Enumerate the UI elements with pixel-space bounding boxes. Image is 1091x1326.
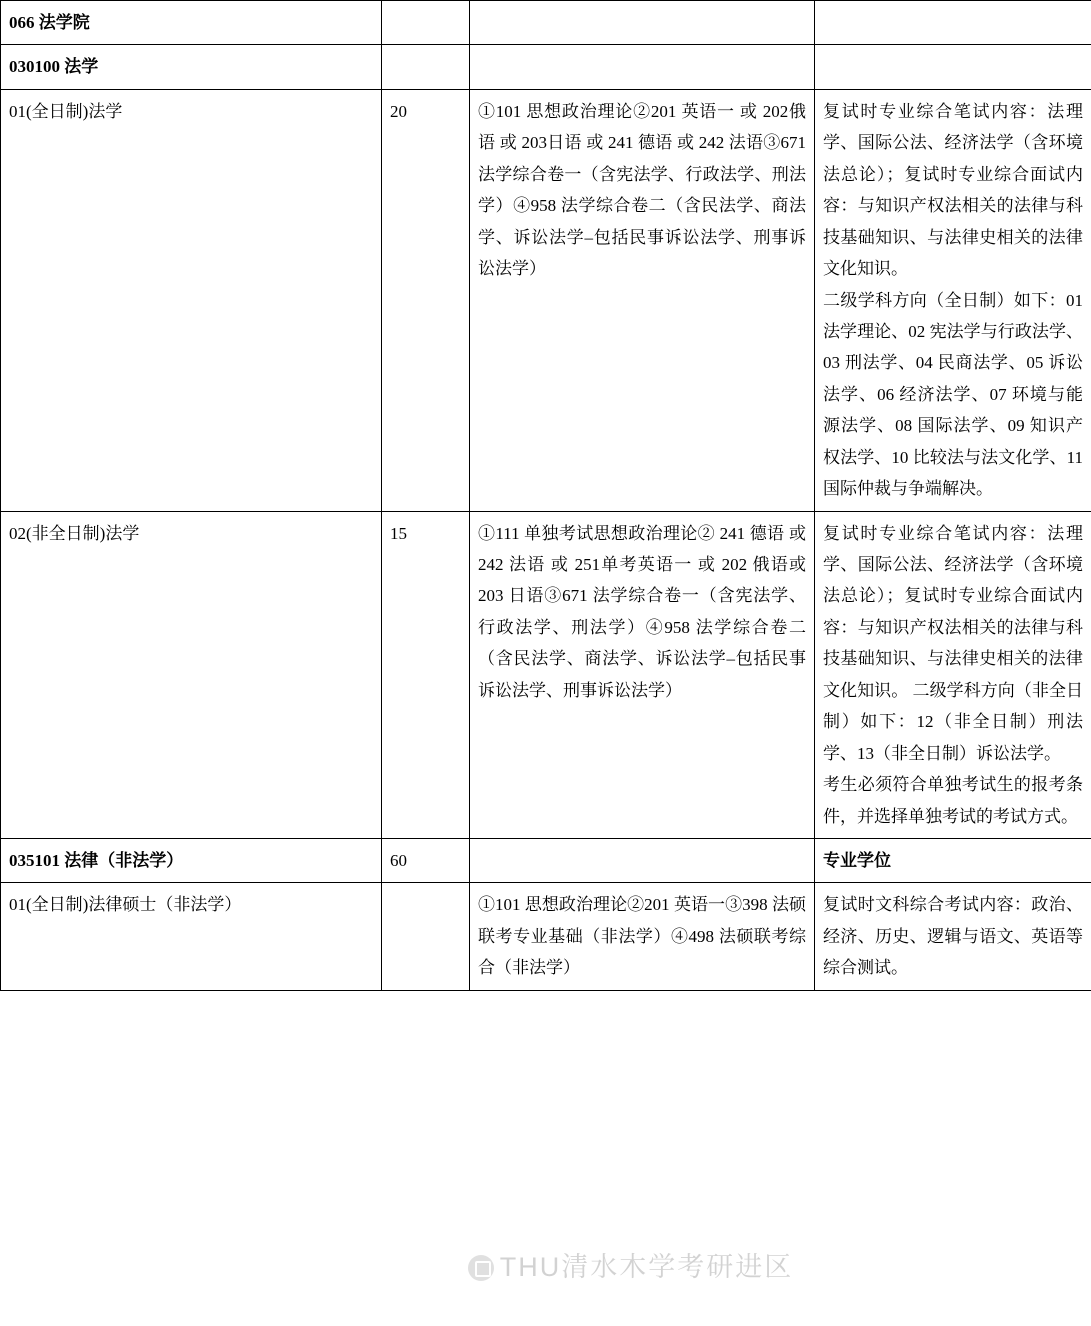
enrollment-count [382, 1, 470, 45]
exam-subjects: ①111 单独考试思想政治理论② 241 德语 或 242 法语 或 251单考英语一 或 202 俄语或 203 日语③671 法学综合卷一（含宪法学、行政法学、刑法学）④958 法学综合卷二（含民法学、商法学、诉讼法学–包括民事诉讼法学、刑事诉讼法学） [470, 511, 815, 838]
table-row [1, 89, 1091, 511]
direction-name: 02(非全日制)法学 [1, 511, 382, 838]
exam-subjects [470, 45, 815, 89]
remarks: 复试时专业综合笔试内容：法理学、国际公法、经济法学（含环境法总论）；复试时专业综合面试内容：与知识产权法相关的法律与科技基础知识、与法律史相关的法律文化知识。 二级学科方向（非全日制）如下：12（非全日制）刑法学、13（非全日制）诉讼法学。 考生必须符合单独考试生的报考条件，并选择单独考试的考试方式。 [815, 511, 1091, 838]
enrollment-count: 60 [382, 838, 470, 882]
remarks: 复试时专业综合笔试内容：法理学、国际公法、经济法学（含环境法总论）；复试时专业综合面试内容：与知识产权法相关的法律与科技基础知识、与法律史相关的法律文化知识。 二级学科方向（全日制）如下：01 法学理论、02 宪法学与行政法学、03 刑法学、04 民商法学、05 诉讼法学、06 经济法学、07 环境与能源法学、08 国际法学、09 知识产权法学、10 比较法与法文化学、11 国际仲裁与争端解决。 [815, 89, 1091, 511]
table-row [1, 1, 1091, 45]
exam-subjects: ①101 思想政治理论②201 英语一③398 法硕联考专业基础（非法学）④498 法硕联考综合（非法学） [470, 883, 815, 990]
direction-name: 01(全日制)法学 [1, 89, 382, 511]
remarks [815, 1, 1091, 45]
remarks: 复试时文科综合考试内容：政治、经济、历史、逻辑与语文、英语等综合测试。 [815, 883, 1091, 990]
table-row [1, 45, 1091, 89]
enrollment-count [382, 883, 470, 990]
enrollment-count: 20 [382, 89, 470, 511]
watermark-logo-icon [468, 1255, 494, 1281]
table-row [1, 838, 1091, 882]
table-row [1, 511, 1091, 838]
table-row [1, 883, 1091, 990]
remarks [815, 45, 1091, 89]
exam-subjects [470, 1, 815, 45]
watermark [0, 1245, 1091, 1284]
direction-name: 01(全日制)法律硕士（非法学） [1, 883, 382, 990]
college-name: 066 法学院 [1, 1, 382, 45]
enrollment-count: 15 [382, 511, 470, 838]
exam-subjects: ①101 思想政治理论②201 英语一 或 202俄语 或 203日语 或 241 德语 或 242 法语③671 法学综合卷一（含宪法学、行政法学、刑法学）④958 法学综合卷二（含民法学、商法学、诉讼法学–包括民事诉讼法学、刑事诉讼法学） [470, 89, 815, 511]
watermark-text: THU清水木学考研进区 [499, 1252, 794, 1282]
enrollment-count [382, 45, 470, 89]
remarks: 专业学位 [815, 838, 1091, 882]
major-name: 035101 法律（非法学） [1, 838, 382, 882]
exam-subjects [470, 838, 815, 882]
major-name: 030100 法学 [1, 45, 382, 89]
